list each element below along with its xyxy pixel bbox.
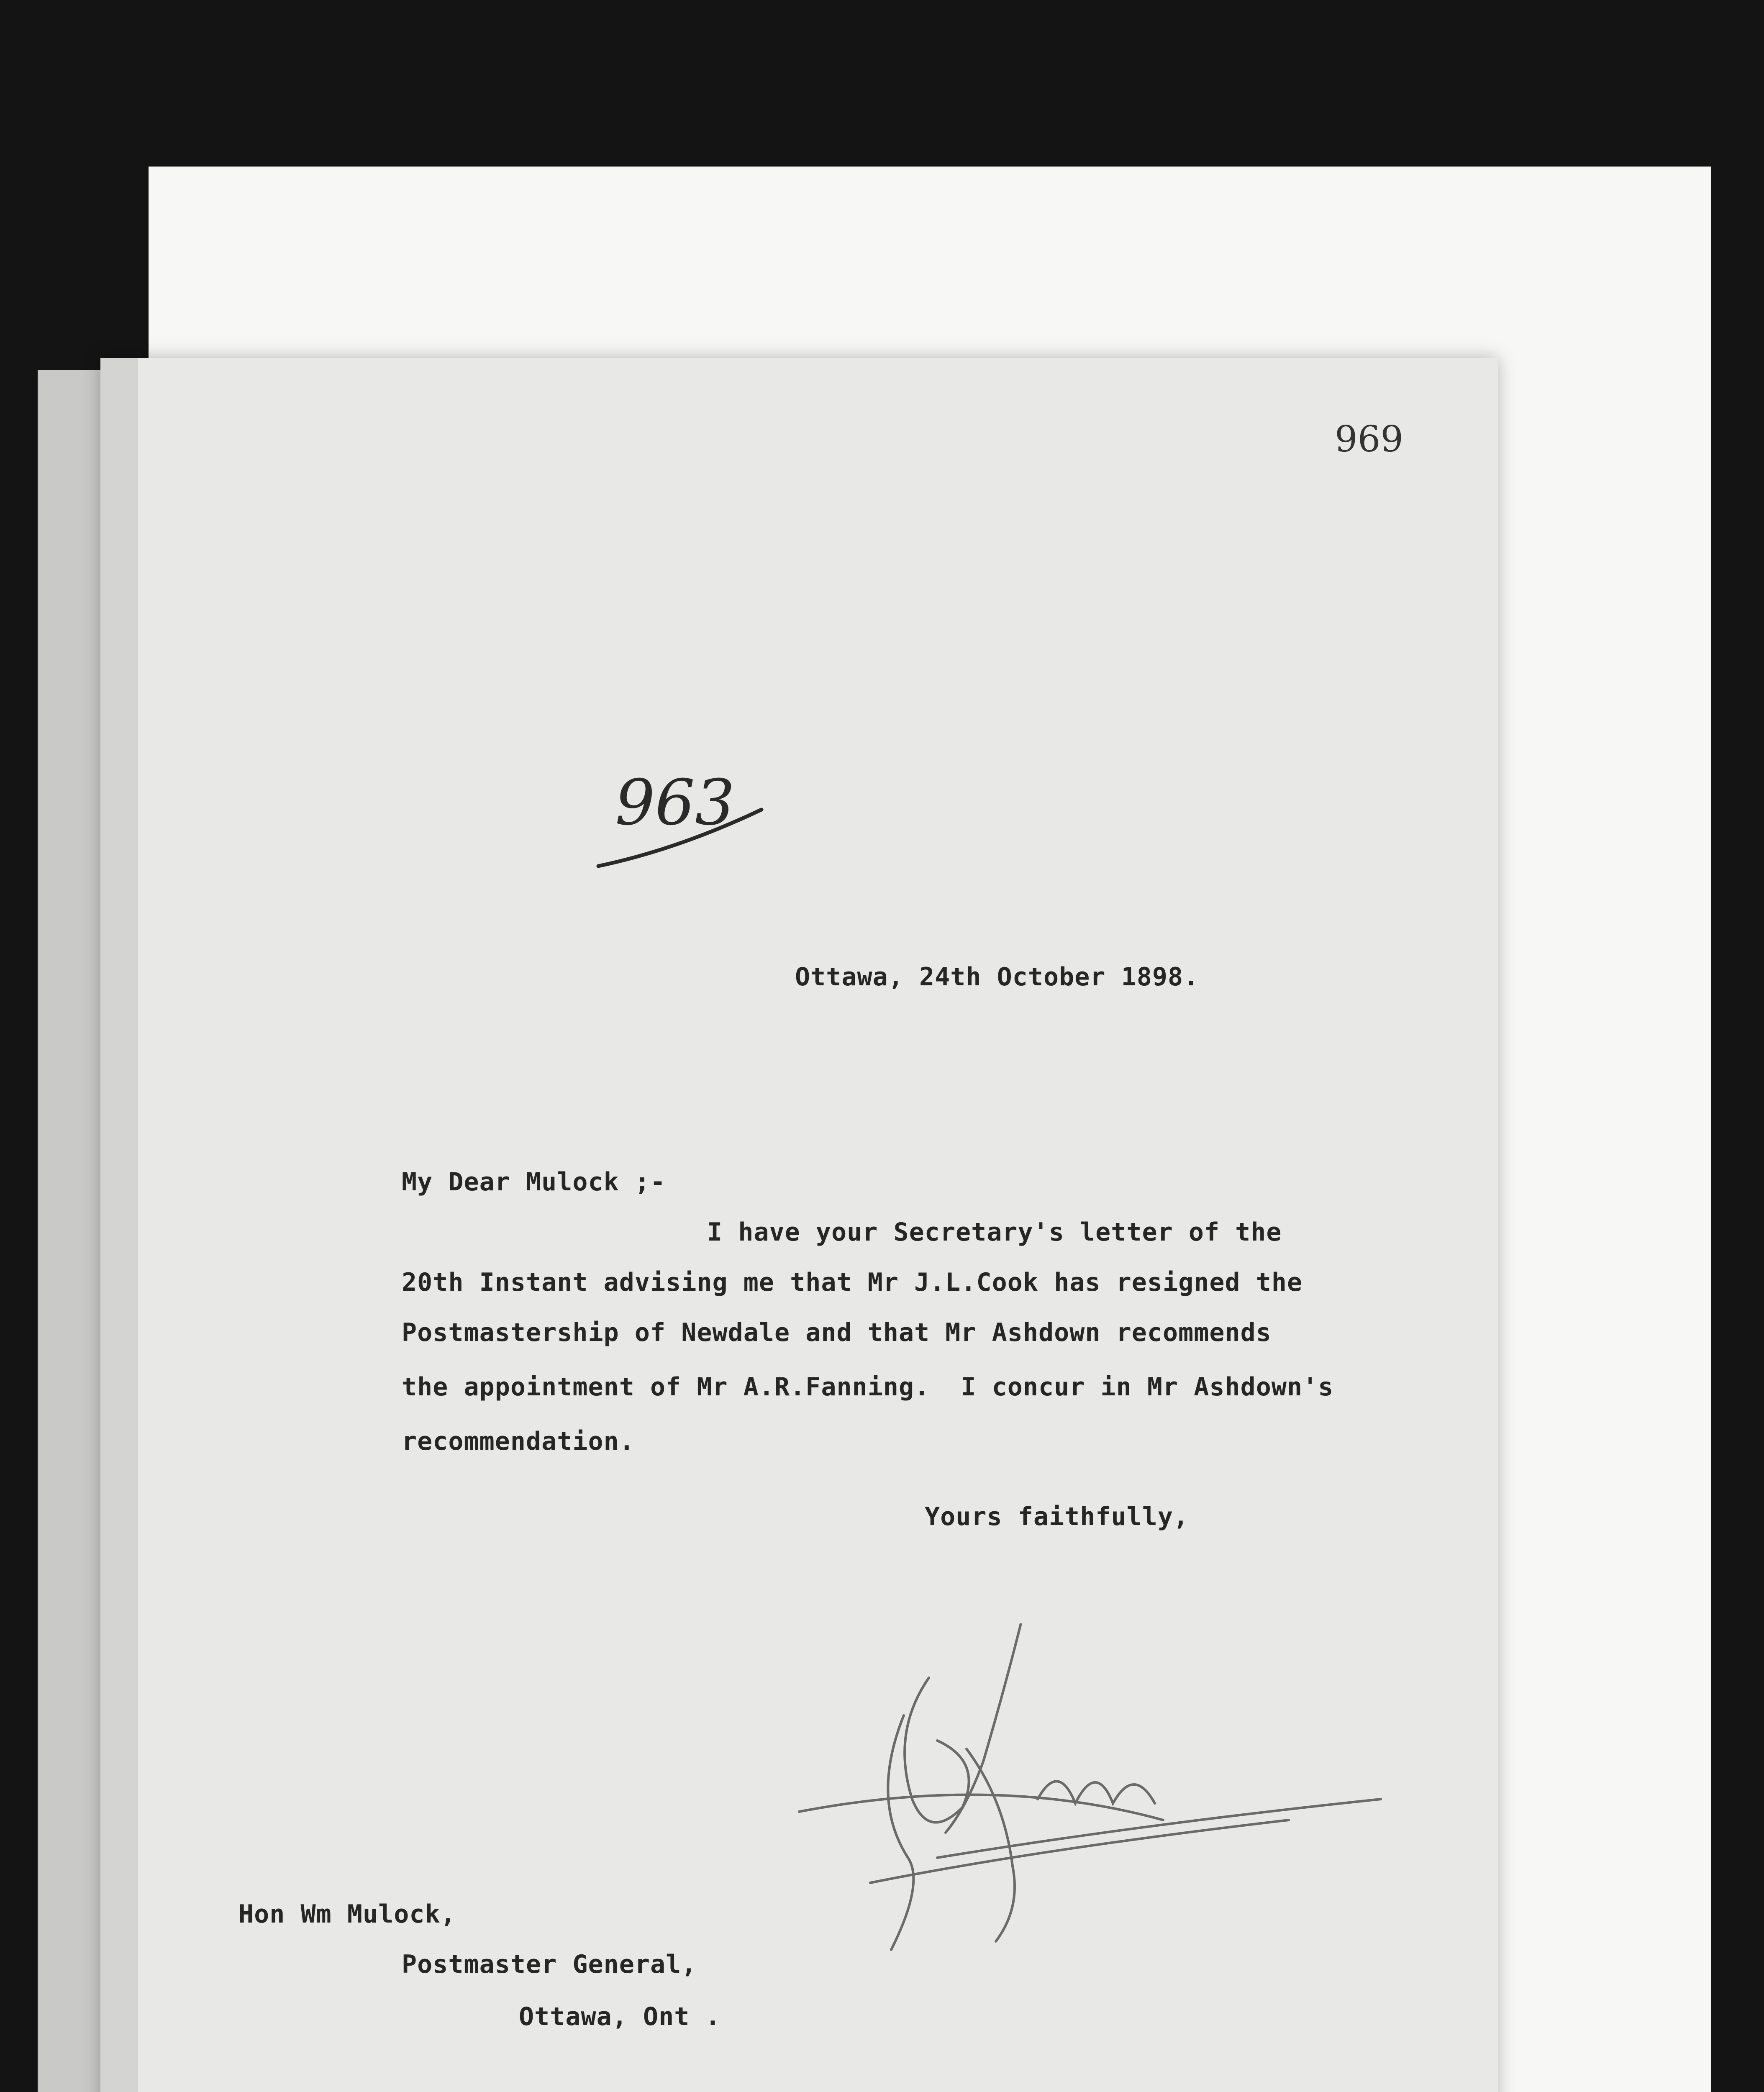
- page-number: 969: [1335, 418, 1404, 460]
- date-line: Ottawa, 24th October 1898.: [795, 962, 1199, 992]
- body-line: 20th Instant advising me that Mr J.L.Cook has resigned the: [402, 1268, 1303, 1297]
- signature: [787, 1623, 1414, 2000]
- body-line: I have your Secretary's letter of the: [707, 1218, 1282, 1247]
- addressee-city: Ottawa, Ont .: [519, 2002, 721, 2031]
- salutation: My Dear Mulock ;-: [402, 1167, 666, 1197]
- binding-strip: [38, 370, 109, 2092]
- body-line: Postmastership of Newdale and that Mr Ashdown recommends: [402, 1318, 1272, 1347]
- addressee-name: Hon Wm Mulock,: [238, 1900, 456, 1929]
- letter-fold-edge: [100, 358, 138, 2092]
- body-line: the appointment of Mr A.R.Fanning. I concur in Mr Ashdown's: [402, 1372, 1334, 1402]
- body-line: recommendation.: [402, 1427, 635, 1456]
- handwritten-number: 963: [615, 767, 735, 839]
- addressee-title: Postmaster General,: [402, 1950, 697, 1979]
- handwritten-number-mark: [594, 761, 787, 879]
- closing: Yours faithfully,: [925, 1502, 1189, 1531]
